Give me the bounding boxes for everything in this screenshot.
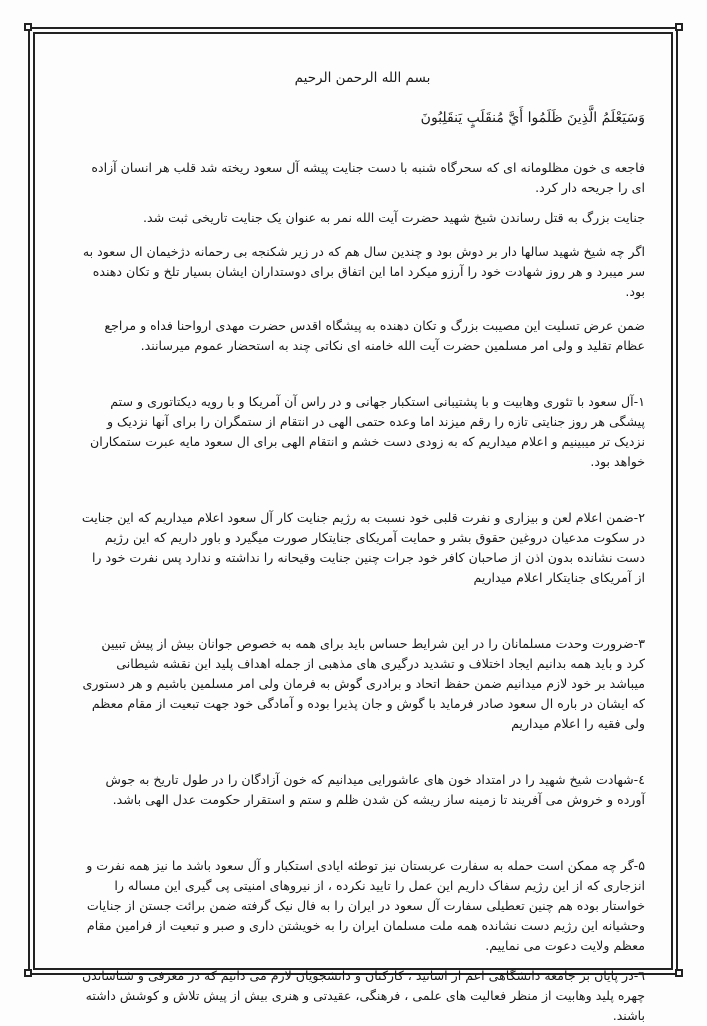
point-1: ۱-آل سعود با تئوری وهابیت و با پشتیبانی استکبار جهانی و در راس آن آمریکا و با رویه دیکتاتوری و ستم پیشگی هر روز جنایتی تازه را رقم میزند اما وعده حتمی الهی در انتقام از ستمگران را برای آنها نزدیک و نزدیک تر میبینیم و اعلام میداریم که به زودی دست خشم و انتقام الهی برای ال سعود مایه عبرت ستمکاران خواهد بود.: [89, 394, 645, 469]
point-6: ٦-در پایان بر جامعه دانشگاهی اعم از اساتید ، کارکنان و دانشجویان لازم می دانیم که در معرفی و شناساندن چهره پلید وهابیت از منظر فعالیت های علمی ، فرهنگی، عقیدتی و هنری بیش از پیش تلاش و کوشش داشته باشند.: [81, 968, 645, 1023]
border-corner-top-left: [24, 23, 32, 31]
paragraph-condolence: ضمن عرض تسلیت این مصیبت بزرگ و تکان دهنده به پیشگاه اقدس حضرت مهدی ارواحنا فداه و مراجع عظام تقلید و ولی امر مسلمین حضرت آیت الله خامنه ای نکاتی چند به استحضار عموم میرسانند.: [104, 318, 645, 353]
border-corner-bottom-left: [24, 969, 32, 977]
point-3: ۳-ضرورت وحدت مسلمانان را در این شرایط حساس باید برای همه به خصوص جوانان بیش از پیش تبیین کرد و باید همه بدانیم ایجاد اختلاف و تشدید درگیری های مذهبی از جمله اهداف پلید این نقشه شیطانی میباشد بر خود لازم میدانیم ضمن حفظ اتحاد و برادری گوش به فرمان ولی امر مسلمین باشیم و هر دستوری که ایشان در باره ال سعود صادر فرماید با گوش و جان پذیرا بوده و آمادگی خود جهت تبعیت از مقام معظم ولی فقیه را اعلام میداریم: [82, 636, 645, 731]
point-2: ۲-ضمن اعلام لعن و بیزاری و نفرت قلبی خود نسبت به رژیم جنایت کار آل سعود اعلام میداریم که این جنایت در سکوت مدعیان دروغین حقوق بشر و حمایت آمریکای جنایتکار صورت میگیرد و باور داریم که این رژیم دست نشانده بدون اذن از صاحبان کافر خود جرات چنین جنایت وقیحانه را نداشته و ندارد پس نفرت خود را از آمریکای جنایتکار اعلام میداریم: [81, 510, 645, 585]
paragraph-intro: فاجعه ی خون مظلومانه ای که سحرگاه شنبه با دست جنایت پیشه آل سعود ریخته شد قلب هر انسان آزاده ای را جریحه دار کرد.: [91, 160, 645, 195]
basmala-heading: بسم الله الرحمن الرحيم: [294, 70, 431, 86]
border-corner-bottom-right: [675, 969, 683, 977]
point-4: ٤-شهادت شیخ شهید را در امتداد خون های عاشورایی میدانیم که خون آزادگان را در طول تاریخ به جوش آورده و خروش می آفریند تا زمینه ساز ریشه کن شدن ظلم و ستم و استقرار حکومت عدل الهی باشد.: [105, 772, 645, 807]
paragraph-crime: جنایت بزرگ به قتل رساندن شیخ شهید حضرت آیت الله نمر به عنوان یک جنایت تاریخی ثبت شد.: [142, 210, 645, 225]
border-corner-top-right: [675, 23, 683, 31]
point-5: ۵-گر چه ممکن است حمله به سفارت عربستان نیز توطئه ایادی استکبار و آل سعود باشد ما نیز همه نفرت و انزجاری که از این رژیم سفاک داریم این عمل را تایید نکرده ، از نیروهای امنیتی پی گیری این مساله را خواستار بوده هم چنین تعطیلی سفارت آل سعود در ایران را به فال نیک گرفته ضمن برائت جستن از جنایات وحشیانه این رژیم دست نشانده همه ملت مسلمان ایران را به خویشتن داری و صبر و تبعیت از فرامین مقام معظم ولایت دعوت می نماییم.: [86, 858, 645, 953]
quran-verse: وَسَيَعْلَمُ الَّذِينَ ظَلَمُوا أَيَّ مُنقَلَبٍ يَنقَلِبُونَ: [420, 110, 645, 126]
letter-body: [80, 60, 645, 1023]
paragraph-martyr: اگر چه شیخ شهید سالها دار بر دوش بود و چندین سال هم که در زیر شکنجه بی رحمانه دژخیمان ال سعود به سر میبرد و هر روز شهادت خود را آرزو میکرد اما این اتفاق برای دوستداران ایشان بسیار تلخ و تکان دهنده بود.: [82, 244, 645, 299]
